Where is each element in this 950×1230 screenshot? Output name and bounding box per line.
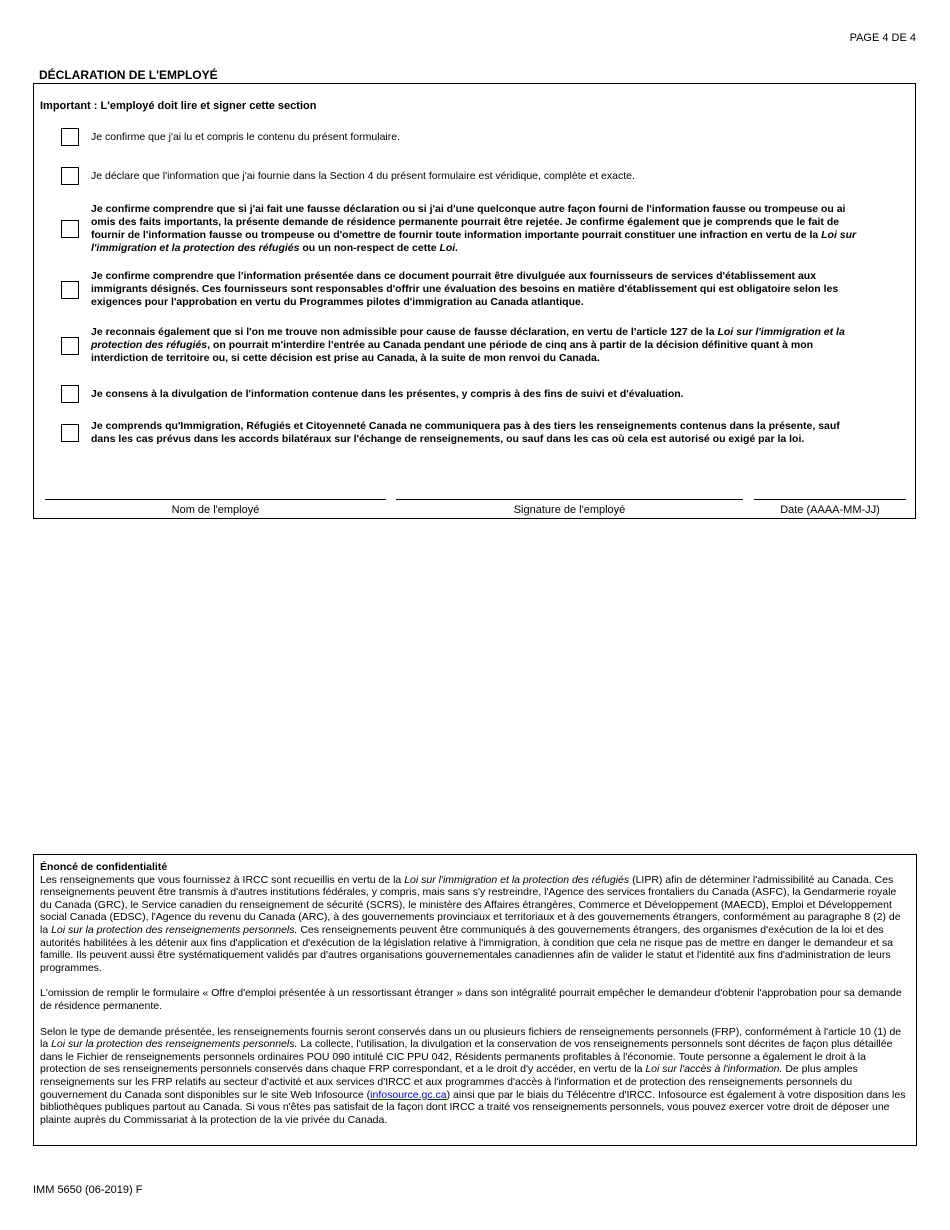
employee-signature-field[interactable]	[396, 499, 743, 500]
confidentiality-title: Énoncé de confidentialité	[40, 861, 168, 873]
section-title: DÉCLARATION DE L'EMPLOYÉ	[39, 68, 218, 82]
declaration-item-text: Je déclare que l'information que j'ai fournie dans la Section 4 du présent formulaire est véridique, complète et exacte.	[91, 170, 635, 182]
checkbox-read-understood[interactable]	[61, 128, 79, 146]
declaration-item-text: Je confirme comprendre que l'information présentée dans ce document pourrait être divulguée aux fournisseurs de services d'établissement aux immigrants désignés. Ces fournisseurs sont responsables d'offrir une évaluation des besoins en matière d'établissement qui est obligatoire selon les exigences pour l'approbation en vertu du Programmes pilotes d'immigration au Canada atlantique.	[91, 270, 839, 308]
confidentiality-paragraph-2: L'omission de remplir le formulaire « Offre d'emploi présentée à un ressortissant étranger » dans son intégralité pourrait empêcher le demandeur d'obtenir l'approbation pour sa demande de résidence permanente.	[40, 987, 902, 1012]
declaration-item-settlement	[34, 269, 915, 311]
checkbox-inadmissibility[interactable]	[61, 337, 79, 355]
declaration-item-text: Je comprends qu'Immigration, Réfugiés et Citoyenneté Canada ne communiquera pas à des tiers les renseignements contenus dans la présente, sauf dans les cas prévus dans les accords bilatéraux sur l'échange de renseignements, ou sauf dans les cas où cela est autorisé ou exigé par la loi.	[91, 420, 840, 445]
employee-name-field[interactable]	[45, 499, 386, 500]
date-label: Date (AAAA-MM-JJ)	[780, 504, 880, 516]
form-identifier: IMM 5650 (06-2019) F	[33, 1184, 143, 1196]
checkbox-misrepresentation[interactable]	[61, 220, 79, 238]
declaration-section	[33, 83, 916, 519]
confidentiality-statement	[33, 854, 917, 1146]
checkbox-consent-disclosure[interactable]	[61, 385, 79, 403]
confidentiality-paragraph-3: Selon le type de demande présentée, les renseignements fournis seront conservés dans un ou plusieurs fichiers de renseignements personnels (FRP), conformément à l'article 10 (1) de la Loi sur la protection des renseignements personnels. La collecte, l'utilisation, la divulgation et la conservation de vos renseignements personnels sont décrites de façon plus détaillée dans le Fichier de renseignements personnels ordinaires POU 090 intitulé CIC PPU 042, Résidents permanents profitables à l'économie. Toute personne a également le droit à la protection de ses renseignements personnels conservés dans chaque FRP correspondant, et a le droit d'y accéder, en vertu de la Loi sur l'accès à l'information. De plus amples renseignements sur les FRP relatifs au secteur d'activité et aux services d'IRCC et aux programmes d'accès à l'information et de protection des renseignements personnels du gouvernement du Canada sont disponibles sur le site Web Infosource (infosource.gc.ca) ainsi que par le biais du Télécentre d'IRCC. Infosource est également à votre disposition dans les bibliothèques publiques partout au Canada. Si vous n'êtes pas satisfait de la façon dont IRCC a traité vos renseignements personnels, vous pouvez exercer votre droit de déposer une plainte auprès du Commissariat à la protection de la vie privée du Canada.	[40, 1025, 906, 1126]
checkbox-information-truthful[interactable]	[61, 167, 79, 185]
important-notice: Important : L'employé doit lire et signer cette section	[40, 100, 317, 112]
declaration-item-consent	[34, 385, 915, 403]
confidentiality-paragraph-1: Les renseignements que vous fournissez à IRCC sont recueillis en vertu de la Loi sur l'immigration et la protection des réfugiés (LIPR) afin de déterminer l'admissibilité au Canada. Ces renseignements peuvent être transmis à d'autres institutions fédérales, y compris, mais sans s'y restreindre, l'Agence des services frontaliers du Canada (ASFC), la Gendarmerie royale du Canada (GRC), le Service canadien du renseignement de sécurité (SCRS), le ministère des Affaires étrangères, Commerce et Développement (MAECD), Emploi et Développement social Canada (EDSC), l'Agence du revenu du Canada (ARC), à des gouvernements provinciaux et territoriaux et à des gouvernements étrangers, conformément au paragraphe 8 (2) de la Loi sur la protection des renseignements personnels. Ces renseignements peuvent être communiqués à des gouvernements étrangers, des organismes d'exécution de la loi et des autorités habilitées à les détenir aux fins d'application et d'exécution de la législation relative à l'immigration, à condition que cela ne risque pas de mettre en danger le demandeur et sa famille. Ils peuvent aussi être systématiquement validés par d'autres organisations gouvernementales canadiennes afin de valider le statut et l'identité aux fins d'administration de leurs programmes.	[40, 873, 901, 974]
declaration-item-text: Je consens à la divulgation de l'information contenue dans les présentes, y compris à des fins de suivi et d'évaluation.	[91, 388, 684, 400]
declaration-item-text: Je confirme que j'ai lu et compris le contenu du présent formulaire.	[91, 131, 400, 143]
date-field[interactable]	[754, 499, 906, 500]
declaration-item-text: Je reconnais également que si l'on me trouve non admissible pour cause de fausse déclaration, en vertu de l'article 127 de la Loi sur l'immigration et la protection des réfugiés, on pourrait m'interdire l'entrée au Canada pendant une période de cinq ans à partir de la décision définitive quant à mon interdiction de territoire ou, si cette décision est prise au Canada, à la suite de mon renvoi du Canada.	[91, 326, 845, 364]
declaration-item-truthful	[34, 167, 915, 185]
employee-name-label: Nom de l'employé	[171, 504, 260, 516]
declaration-item-text: Je confirme comprendre que si j'ai fait une fausse déclaration ou si j'ai d'une quelconque autre façon fourni de l'information fausse ou trompeuse ou ai omis des faits importants, la présente demande de résidence permanente pourrait être rejetée. Je confirme également que je comprends que le fait de fournir de l'information fausse ou trompeuse ou d'omettre de fournir toute information importante pourrait constituer une infraction en vertu de la Loi sur l'immigration et la protection des réfugiés ou un non-respect de cette Loi.	[91, 203, 857, 254]
declaration-item-inadmissible	[34, 325, 915, 367]
checkbox-settlement-disclosure[interactable]	[61, 281, 79, 299]
declaration-item-read	[34, 128, 915, 146]
declaration-item-misrepresentation	[34, 202, 915, 258]
page-number: PAGE 4 DE 4	[849, 32, 916, 44]
infosource-link[interactable]: infosource.gc.ca	[370, 1088, 447, 1101]
declaration-item-third-party	[34, 419, 915, 447]
employee-signature-label: Signature de l'employé	[513, 504, 626, 516]
checkbox-third-party[interactable]	[61, 424, 79, 442]
